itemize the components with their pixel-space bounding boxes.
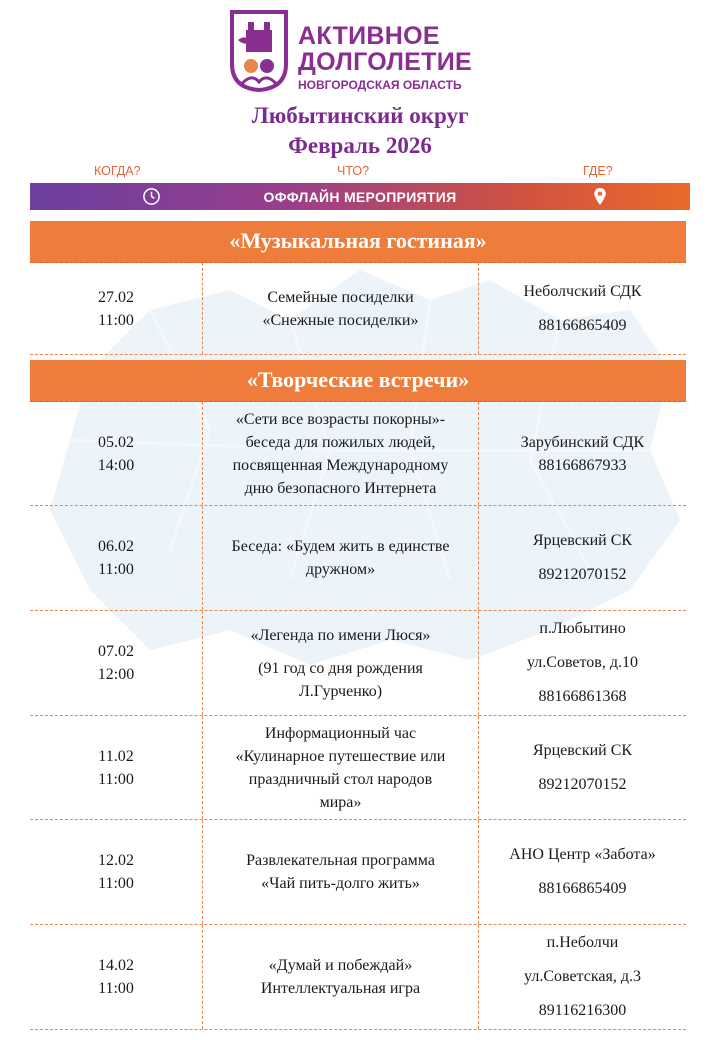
location-phone: 88166865409	[538, 316, 627, 334]
logo-emblem-icon	[228, 8, 290, 92]
location-line: Ярцевский СК	[532, 741, 633, 759]
location-phone: 88166861368	[538, 688, 627, 705]
location-phone: 89212070152	[538, 775, 627, 793]
event-location	[479, 820, 686, 924]
event-row	[30, 925, 686, 1030]
location-phone: 89116216300	[538, 1002, 627, 1019]
event-description	[202, 263, 479, 354]
event-line: Интеллектуальная игра	[260, 980, 421, 997]
event-line: «Чай пить-долго жить»	[261, 875, 420, 892]
section-title: «Творческие встречи»	[246, 367, 470, 392]
logo	[228, 8, 498, 100]
event-line: мира»	[319, 793, 362, 811]
event-description	[202, 506, 479, 610]
event-time: 11:00	[98, 770, 134, 788]
banner-text: ОФФЛАЙН МЕРОПРИЯТИЯ	[263, 189, 457, 205]
event-line: «Думай и побеждай»	[268, 957, 413, 974]
event-line: дружном»	[305, 561, 376, 578]
location-line: Неболчский СДК	[523, 282, 642, 300]
event-time: 14:00	[97, 456, 135, 474]
event-line: Беседа: «Будем жить в единстве	[231, 538, 450, 555]
location-line: АНО Центр «Забота»	[509, 846, 656, 863]
event-date-time	[30, 925, 202, 1029]
event-location	[479, 925, 686, 1029]
event-line: Развлекательная программа	[246, 852, 435, 869]
event-location	[479, 716, 686, 819]
event-line: «Снежные посиделки»	[262, 311, 419, 329]
event-date: 12.02	[98, 852, 134, 869]
event-date-time	[30, 402, 202, 505]
logo-line-2: ДОЛГОЛЕТИЕ	[298, 48, 472, 76]
column-label-when: КОГДА?	[94, 164, 141, 178]
event-description	[202, 716, 479, 819]
event-date: 27.02	[98, 288, 134, 306]
location-line: ул.Советов, д.10	[527, 654, 638, 671]
event-time: 11:00	[98, 311, 134, 329]
event-row	[30, 263, 686, 355]
event-time: 12:00	[97, 666, 135, 683]
event-row	[30, 402, 686, 506]
logo-line-3: НОВГОРОДСКАЯ ОБЛАСТЬ	[298, 78, 462, 92]
location-phone: 89212070152	[538, 566, 627, 583]
event-location	[479, 506, 686, 610]
event-date: 11.02	[98, 747, 134, 765]
event-location	[479, 263, 686, 354]
event-time: 11:00	[98, 875, 134, 892]
event-date-time	[30, 263, 202, 354]
event-time: 11:00	[98, 561, 134, 578]
event-row	[30, 506, 686, 611]
event-row	[30, 820, 686, 925]
column-label-what: ЧТО?	[337, 164, 370, 178]
location-line: Зарубинский СДК	[520, 433, 645, 451]
location-line: п.Неболчи	[546, 934, 619, 951]
section-title: «Музыкальная гостиная»	[229, 228, 487, 253]
month-title: Февраль 2026	[288, 133, 432, 158]
location-phone: 88166865409	[538, 880, 627, 897]
offline-events-banner	[30, 183, 690, 210]
event-line: (91 год со дня рождения	[258, 659, 423, 677]
event-date-time	[30, 716, 202, 819]
event-line: «Кулинарное путешествие или	[235, 747, 446, 765]
location-line: Ярцевский СК	[532, 532, 633, 549]
location-line: ул.Советская, д.3	[524, 968, 641, 985]
event-line: Л.Гурченко)	[298, 682, 383, 700]
event-date-time	[30, 611, 202, 715]
event-date: 06.02	[98, 538, 134, 555]
district-title: Любытинский округ	[251, 103, 469, 128]
event-line: беседа для пожилых людей,	[245, 433, 436, 451]
map-pin-icon	[593, 187, 607, 206]
event-line: Семейные посиделки	[267, 288, 414, 306]
section-header-music-lounge	[30, 221, 686, 263]
event-description	[202, 402, 479, 505]
event-time: 11:00	[98, 980, 134, 997]
event-line: посвященная Международному	[232, 456, 449, 474]
location-line: п.Любытино	[539, 620, 626, 637]
event-date: 07.02	[98, 643, 134, 660]
event-description	[202, 820, 479, 924]
event-date-time	[30, 506, 202, 610]
event-location	[479, 611, 686, 715]
event-row	[30, 716, 686, 820]
section-header-creative-meetings	[30, 360, 686, 402]
event-line: праздничный стол народов	[248, 770, 433, 788]
event-date: 05.02	[98, 433, 134, 451]
event-date-time	[30, 820, 202, 924]
event-line: Информационный час	[264, 724, 417, 742]
event-line: «Сети все возрасты покорны»-	[235, 410, 446, 428]
event-row	[30, 611, 686, 716]
event-location	[479, 402, 686, 505]
event-line: дню безопасного Интернета	[244, 479, 437, 497]
event-description	[202, 925, 479, 1029]
event-date: 14.02	[98, 957, 134, 974]
event-line: «Легенда по имени Люся»	[250, 626, 431, 644]
logo-line-1: АКТИВНОЕ	[298, 22, 440, 50]
event-description	[202, 611, 479, 715]
column-label-where: ГДЕ?	[583, 164, 613, 178]
location-phone: 88166867933	[538, 456, 627, 474]
